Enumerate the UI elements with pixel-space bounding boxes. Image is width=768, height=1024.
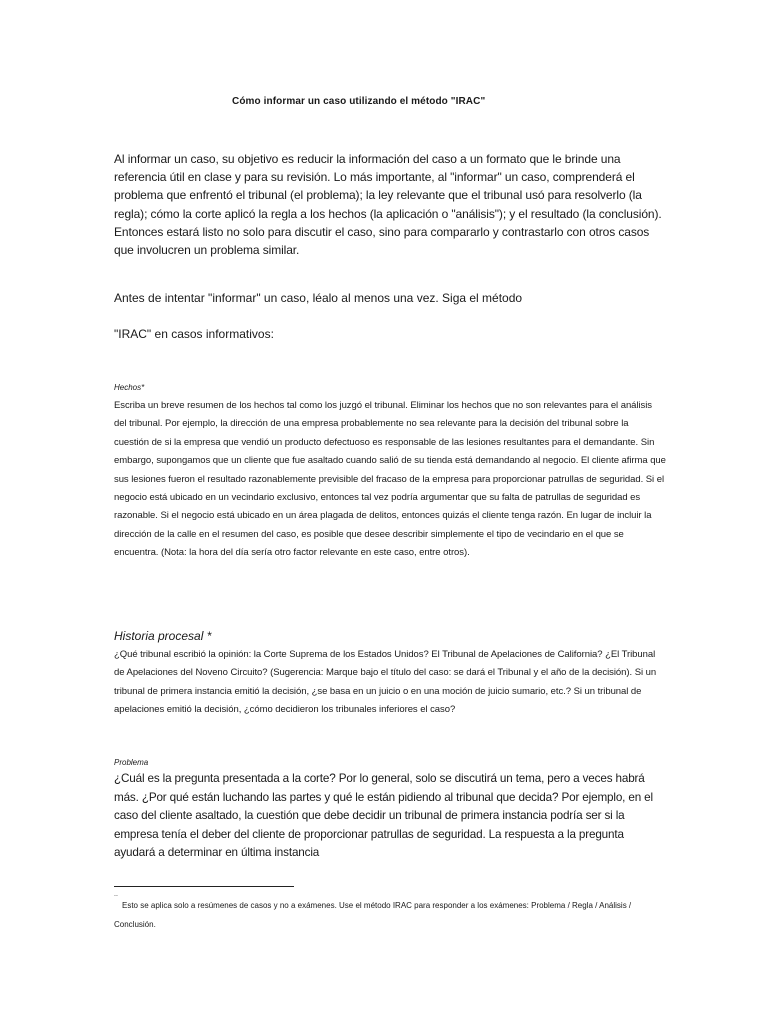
page-title: Cómo informar un caso utilizando el método "IRAC" xyxy=(232,96,486,107)
problema-heading: Problema xyxy=(114,758,149,767)
intro-paragraph: Al informar un caso, su objetivo es reducir la información del caso a un formato que le brinde una referencia útil en clase y para su revisión. Lo más importante, al "informar" un caso, comprenderá el problema que enfrentó el tribunal (el problema); la ley relevante que el tribunal usó para resolverlo (la regla); cómo la corte aplicó la regla a los hechos (la aplicación o "análisis"); y el resultado (la conclusión). Entonces estará listo no solo para discutir el caso, sino para compararlo y contrastarlo con otros casos que involucren un problema similar. xyxy=(114,152,662,258)
hechos-paragraph: Escriba un breve resumen de los hechos tal como los juzgó el tribunal. Eliminar los hechos que no son relevantes para el análisis del tribunal. Por ejemplo, la dirección de una empresa probablemente no sea relevante para la decisión del tribunal sobre la cuestión de si la empresa que vendió un producto defectuoso es responsable de las lesiones resultantes para el demandante. Sin embargo, supongamos que un cliente que fue asaltado cuando salió de su tienda está demandando al negocio. El cliente afirma que sus lesiones fueron el resultado razonablemente previsible del fracaso de la empresa para proporcionar patrullas de seguridad. Si el negocio está ubicado en un vecindario exclusivo, entonces tal vez podría argumentar que su falta de patrullas de seguridad es razonable. Si el negocio está ubicado en un área plagada de delitos, entonces quizás el cliente tenga razón. En lugar de incluir la dirección de la calle en el resumen del caso, es posible que desee describir simplemente el tipo de vecindario en el que se encuentra. (Nota: la hora del día sería otro factor relevante en este caso, entre otros). xyxy=(114,400,666,559)
historia-procesal-paragraph: ¿Qué tribunal escribió la opinión: la Corte Suprema de los Estados Unidos? El Tribunal de Apelaciones de California? ¿El Tribunal de Apelaciones del Noveno Circuito? (Sugerencia: Marque bajo el título del caso: se dará el Tribunal y el año de la decisión). Si un tribunal de primera instancia emitió la decisión, ¿se basa en un juicio o en una moción de juicio sumario, etc.? Si un tribunal de apelaciones emitió la decisión, ¿cómo decidieron los tribunales inferiores el caso? xyxy=(114,649,657,716)
hechos-heading: Hechos* xyxy=(114,383,145,392)
footnote-marker: .. xyxy=(114,891,118,898)
instructions-line-1: Antes de intentar "informar" un caso, léalo al menos una vez. Siga el método xyxy=(114,291,523,305)
instructions-line-2: "IRAC" en casos informativos: xyxy=(114,327,274,341)
footnote-divider xyxy=(114,886,294,887)
footnote-text: Esto se aplica solo a resúmenes de casos y no a exámenes. Use el método IRAC para responder a los exámenes: Problema / Regla / Análisis / Conclusión. xyxy=(114,901,632,929)
problema-paragraph: ¿Cuál es la pregunta presentada a la corte? Por lo general, solo se discutirá un tema, pero a veces habrá más. ¿Por qué están luchando las partes y qué le están pidiendo al tribunal que decida? Por ejemplo, en el caso del cliente asaltado, la cuestión que debe decidir un tribunal de primera instancia podría ser si la empresa tenía el deber del cliente de proporcionar patrullas de seguridad. La respuesta a la pregunta ayudará a determinar en última instancia xyxy=(114,772,653,860)
historia-procesal-heading: Historia procesal * xyxy=(114,629,212,643)
